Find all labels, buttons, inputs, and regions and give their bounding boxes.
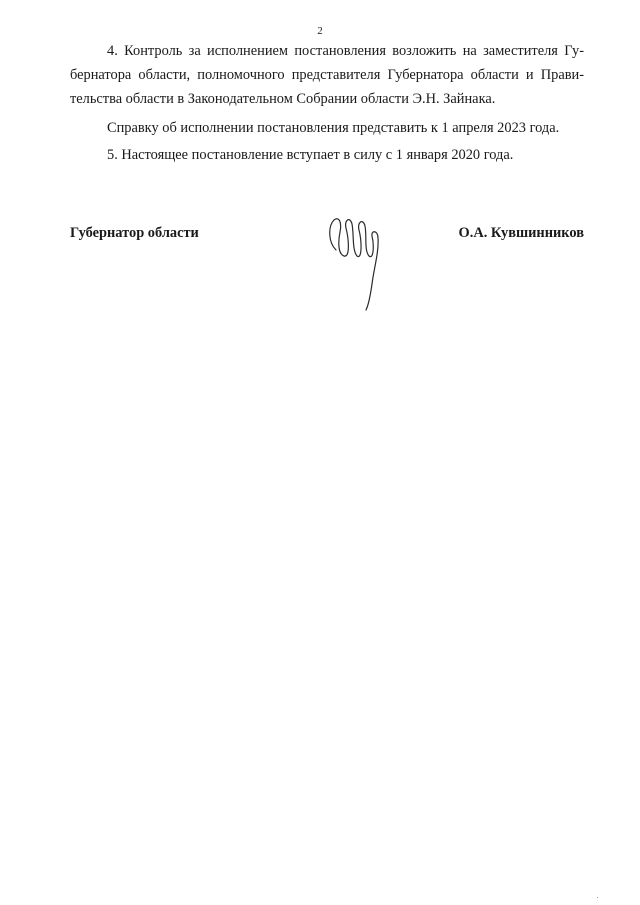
report-sentence: Справку об исполнении постановления представить к 1 апреля 2023 года. (107, 120, 560, 136)
paragraph-4-line-2: бернатора области, полномочного представителя Губернатора области и Прави- (70, 67, 584, 83)
handwritten-signature (322, 206, 392, 312)
paragraph-4 (70, 39, 584, 111)
page-number: 2 (317, 25, 323, 37)
paragraph-4-line-1: 4. Контроль за исполнением постановления возложить на заместителя Гу- (107, 43, 584, 59)
scan-speck (597, 897, 598, 898)
signatory-title: Губернатор области (70, 225, 199, 241)
paragraph-4-line-3: тельства области в Законодательном Собрании области Э.Н. Зайнака. (70, 91, 496, 107)
signatory-name: О.А. Кувшинников (458, 225, 584, 241)
paragraph-5: 5. Настоящее постановление вступает в силу с 1 января 2020 года. (107, 147, 514, 163)
